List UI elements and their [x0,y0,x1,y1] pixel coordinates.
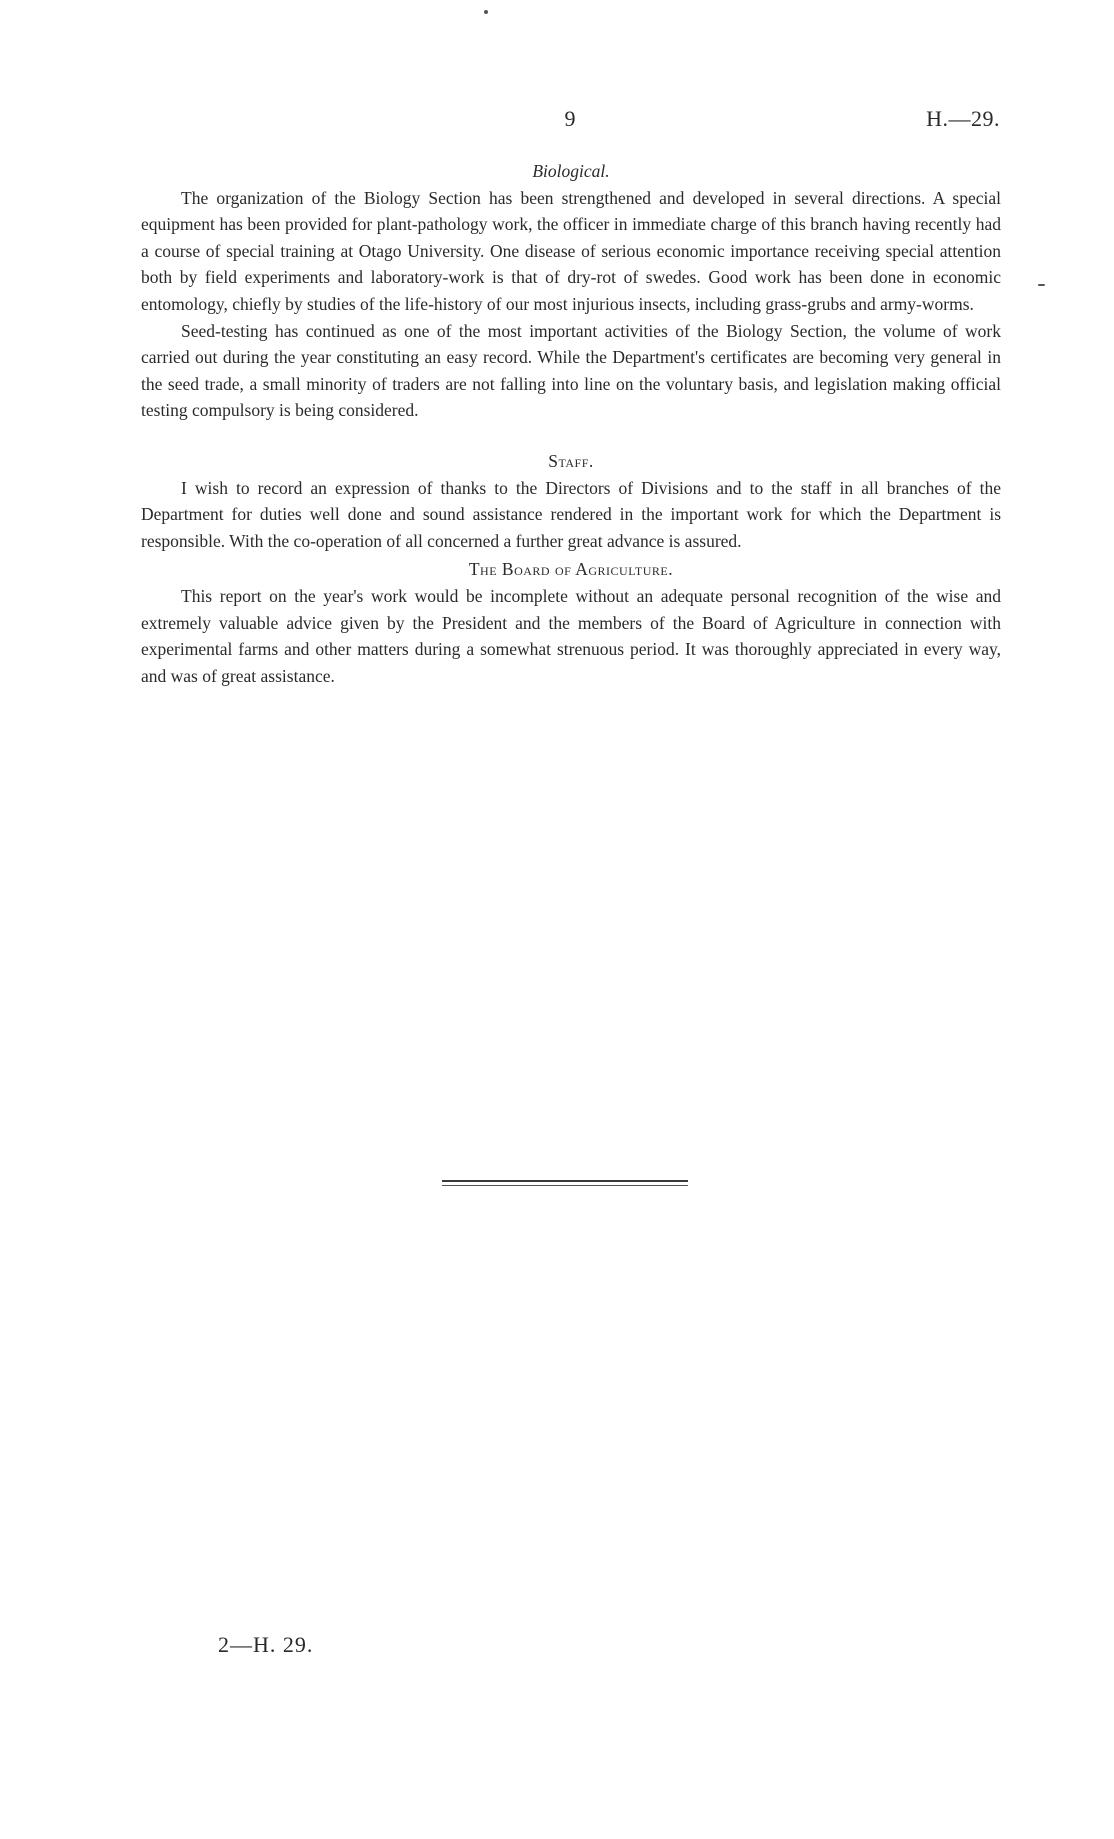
page-number: 9 [564,106,576,131]
paragraph-biology-organization: The organization of the Biology Section has been strengthened and developed in several directions. A special equipment has been provided for plant-pathology work, the officer in immediate charge of this branch having recently had a course of special training at Otago University. One disease of serious economic importance receiving special attention both by field experiments and laboratory-work is that of dry-rot of swedes. Good work has been done in economic entomology, chiefly by studies of the life-history of our most injurious insects, including grass-grubs and army-worms. [141,187,1001,314]
paragraph-staff-thanks: I wish to record an expression of thanks to the Directors of Divisions and to the staff in all branches of the Department for duties well done and sound assistance rendered in the important work for which the Department is responsible. With the co-operation of all concerned a further great advance is assured. [141,477,1001,551]
print-speck [1038,284,1045,286]
document-body [141,158,1001,689]
paragraph-board-recognition: This report on the year's work would be incomplete without an adequate personal recognition of the wise and extremely valuable advice given by the President and the members of the Board of Agriculture in connection with experimental farms and other matters during a somewhat strenuous period. It was thoroughly appreciated in every way, and was of great assistance. [141,585,1001,686]
closing-rule-thin [442,1185,688,1186]
section-heading-board: The Board of Agriculture. [468,559,674,580]
section-board [141,556,1001,689]
document-reference: H.—29. [926,106,1000,131]
section-heading-biological: Biological. [532,161,610,181]
section-staff [141,448,1001,554]
section-heading-staff: Staff. [548,450,594,471]
signature-mark: 2—H. 29. [218,1632,314,1657]
closing-rule-thick [442,1180,688,1182]
paragraph-seed-testing: Seed-testing has continued as one of the most important activities of the Biology Section, the volume of work carried out during the year constituting an easy record. While the Department's certificates are becoming very general in the seed trade, a small minority of traders are not falling into line on the voluntary basis, and legislation making official testing compulsory is being considered. [141,320,1001,421]
closing-rule [442,1180,688,1186]
print-speck [484,10,488,14]
section-biological [141,158,1001,424]
